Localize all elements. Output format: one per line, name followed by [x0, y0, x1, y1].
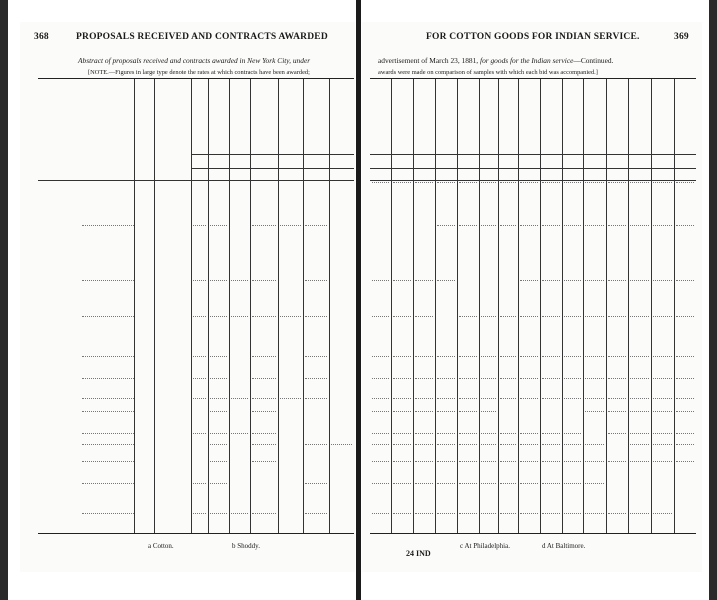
- empty-cell-leader: [653, 378, 672, 379]
- empty-cell-leader: [372, 356, 389, 357]
- empty-cell-leader: [210, 280, 227, 281]
- empty-cell-leader: [608, 225, 626, 226]
- empty-cell-leader: [231, 398, 248, 399]
- empty-cell-leader: [415, 182, 433, 183]
- empty-cell-leader: [542, 316, 560, 317]
- empty-cell-leader: [481, 316, 496, 317]
- footnote: b Shoddy.: [232, 542, 260, 550]
- empty-cell-leader: [459, 356, 477, 357]
- empty-cell-leader: [564, 433, 581, 434]
- empty-cell-leader: [393, 280, 411, 281]
- empty-cell-leader: [564, 356, 581, 357]
- empty-cell-leader: [542, 461, 560, 462]
- empty-cell-leader: [305, 398, 327, 399]
- empty-cell-leader: [231, 280, 248, 281]
- empty-cell-leader: [585, 316, 604, 317]
- empty-cell-leader: [542, 483, 560, 484]
- empty-cell-leader: [608, 378, 626, 379]
- empty-cell-leader: [193, 316, 206, 317]
- empty-cell-leader: [481, 378, 496, 379]
- empty-cell-leader: [653, 280, 672, 281]
- empty-cell-leader: [585, 280, 604, 281]
- empty-cell-leader: [542, 513, 560, 514]
- empty-cell-leader: [393, 182, 411, 183]
- empty-cell-leader: [653, 411, 672, 412]
- empty-cell-leader: [415, 513, 433, 514]
- empty-cell-leader: [372, 433, 389, 434]
- header-rule: [191, 168, 354, 169]
- row-leader: [82, 483, 134, 484]
- empty-cell-leader: [437, 378, 455, 379]
- empty-cell-leader: [393, 378, 411, 379]
- page-number: 369: [674, 32, 689, 42]
- empty-cell-leader: [500, 225, 516, 226]
- empty-cell-leader: [520, 398, 538, 399]
- empty-cell-leader: [415, 280, 433, 281]
- empty-cell-leader: [564, 182, 581, 183]
- empty-cell-leader: [676, 316, 694, 317]
- header-rule: [370, 168, 696, 169]
- empty-cell-leader: [564, 513, 581, 514]
- empty-cell-leader: [252, 356, 276, 357]
- empty-cell-leader: [331, 444, 352, 445]
- empty-cell-leader: [305, 444, 327, 445]
- row-leader: [82, 444, 134, 445]
- empty-cell-leader: [210, 378, 227, 379]
- empty-cell-leader: [415, 378, 433, 379]
- empty-cell-leader: [630, 225, 649, 226]
- empty-cell-leader: [393, 411, 411, 412]
- column-rule: [413, 79, 414, 533]
- book-gutter: [356, 0, 361, 600]
- column-rule: [674, 79, 675, 533]
- empty-cell-leader: [231, 513, 248, 514]
- empty-cell-leader: [500, 483, 516, 484]
- signature-mark: 24 IND: [406, 549, 431, 558]
- empty-cell-leader: [210, 483, 227, 484]
- empty-cell-leader: [459, 411, 477, 412]
- empty-cell-leader: [520, 461, 538, 462]
- empty-cell-leader: [437, 513, 455, 514]
- empty-cell-leader: [415, 356, 433, 357]
- empty-cell-leader: [193, 225, 206, 226]
- empty-cell-leader: [608, 461, 626, 462]
- empty-cell-leader: [415, 461, 433, 462]
- empty-cell-leader: [520, 316, 538, 317]
- empty-cell-leader: [280, 316, 301, 317]
- empty-cell-leader: [305, 225, 327, 226]
- empty-cell-leader: [305, 356, 327, 357]
- row-leader: [82, 356, 134, 357]
- empty-cell-leader: [437, 461, 455, 462]
- empty-cell-leader: [437, 444, 455, 445]
- footnote: c At Philadelphia.: [460, 542, 510, 550]
- empty-cell-leader: [520, 378, 538, 379]
- running-head: FOR COTTON GOODS FOR INDIAN SERVICE.: [426, 32, 640, 42]
- empty-cell-leader: [630, 444, 649, 445]
- empty-cell-leader: [630, 461, 649, 462]
- empty-cell-leader: [630, 411, 649, 412]
- empty-cell-leader: [481, 433, 496, 434]
- row-leader: [82, 398, 134, 399]
- empty-cell-leader: [305, 483, 327, 484]
- column-rule: [628, 79, 629, 533]
- empty-cell-leader: [481, 411, 496, 412]
- empty-cell-leader: [481, 225, 496, 226]
- header-rule: [370, 180, 696, 181]
- empty-cell-leader: [210, 356, 227, 357]
- empty-cell-leader: [305, 316, 327, 317]
- empty-cell-leader: [280, 225, 301, 226]
- empty-cell-leader: [564, 280, 581, 281]
- empty-cell-leader: [459, 316, 477, 317]
- row-leader: [82, 316, 134, 317]
- empty-cell-leader: [564, 461, 581, 462]
- header-rule: [38, 180, 354, 181]
- empty-cell-leader: [630, 378, 649, 379]
- empty-cell-leader: [585, 182, 604, 183]
- column-rule: [651, 79, 652, 533]
- empty-cell-leader: [676, 182, 694, 183]
- row-leader: [82, 225, 134, 226]
- empty-cell-leader: [630, 398, 649, 399]
- empty-cell-leader: [415, 433, 433, 434]
- empty-cell-leader: [415, 483, 433, 484]
- empty-cell-leader: [481, 356, 496, 357]
- empty-cell-leader: [585, 483, 604, 484]
- empty-cell-leader: [564, 225, 581, 226]
- empty-cell-leader: [542, 398, 560, 399]
- empty-cell-leader: [252, 461, 276, 462]
- empty-cell-leader: [372, 411, 389, 412]
- empty-cell-leader: [481, 182, 496, 183]
- row-leader: [82, 280, 134, 281]
- empty-cell-leader: [210, 461, 227, 462]
- empty-cell-leader: [630, 182, 649, 183]
- empty-cell-leader: [564, 398, 581, 399]
- empty-cell-leader: [542, 378, 560, 379]
- footnote: a Cotton.: [148, 542, 174, 550]
- empty-cell-leader: [676, 444, 694, 445]
- empty-cell-leader: [564, 483, 581, 484]
- empty-cell-leader: [231, 316, 248, 317]
- empty-cell-leader: [372, 316, 389, 317]
- empty-cell-leader: [630, 280, 649, 281]
- empty-cell-leader: [193, 356, 206, 357]
- empty-cell-leader: [520, 182, 538, 183]
- empty-cell-leader: [520, 444, 538, 445]
- row-leader: [82, 461, 134, 462]
- empty-cell-leader: [415, 411, 433, 412]
- note: awards were made on comparison of samples with which each bid was accompanied.]: [378, 69, 598, 76]
- empty-cell-leader: [210, 316, 227, 317]
- running-head: PROPOSALS RECEIVED AND CONTRACTS AWARDED: [76, 32, 328, 42]
- empty-cell-leader: [500, 378, 516, 379]
- empty-cell-leader: [210, 513, 227, 514]
- empty-cell-leader: [500, 461, 516, 462]
- empty-cell-leader: [542, 444, 560, 445]
- empty-cell-leader: [393, 398, 411, 399]
- page-number: 368: [34, 32, 49, 42]
- empty-cell-leader: [500, 444, 516, 445]
- empty-cell-leader: [676, 398, 694, 399]
- empty-cell-leader: [481, 398, 496, 399]
- row-leader: [82, 411, 134, 412]
- empty-cell-leader: [585, 378, 604, 379]
- empty-cell-leader: [415, 316, 433, 317]
- empty-cell-leader: [608, 182, 626, 183]
- column-rule: [229, 79, 230, 533]
- empty-cell-leader: [459, 483, 477, 484]
- column-rule: [540, 79, 541, 533]
- empty-cell-leader: [676, 280, 694, 281]
- column-rule: [134, 79, 135, 533]
- empty-cell-leader: [393, 513, 411, 514]
- abstract-table: [370, 78, 696, 534]
- empty-cell-leader: [193, 280, 206, 281]
- empty-cell-leader: [437, 483, 455, 484]
- column-rule: [498, 79, 499, 533]
- empty-cell-leader: [608, 316, 626, 317]
- empty-cell-leader: [608, 280, 626, 281]
- empty-cell-leader: [481, 461, 496, 462]
- empty-cell-leader: [459, 378, 477, 379]
- empty-cell-leader: [252, 316, 276, 317]
- empty-cell-leader: [305, 378, 327, 379]
- column-rule: [154, 79, 155, 533]
- empty-cell-leader: [459, 225, 477, 226]
- empty-cell-leader: [305, 513, 327, 514]
- empty-cell-leader: [210, 398, 227, 399]
- left-page: [20, 22, 355, 572]
- empty-cell-leader: [676, 378, 694, 379]
- column-rule: [479, 79, 480, 533]
- empty-cell-leader: [437, 411, 455, 412]
- empty-cell-leader: [500, 513, 516, 514]
- empty-cell-leader: [459, 398, 477, 399]
- empty-cell-leader: [393, 483, 411, 484]
- empty-cell-leader: [585, 398, 604, 399]
- empty-cell-leader: [437, 225, 455, 226]
- empty-cell-leader: [520, 483, 538, 484]
- scan-edge-left: [0, 0, 8, 600]
- empty-cell-leader: [415, 444, 433, 445]
- empty-cell-leader: [193, 433, 206, 434]
- empty-cell-leader: [252, 378, 276, 379]
- empty-cell-leader: [585, 225, 604, 226]
- empty-cell-leader: [437, 182, 455, 183]
- column-rule: [518, 79, 519, 533]
- row-leader: [82, 378, 134, 379]
- empty-cell-leader: [393, 461, 411, 462]
- empty-cell-leader: [676, 225, 694, 226]
- empty-cell-leader: [459, 461, 477, 462]
- column-rule: [562, 79, 563, 533]
- empty-cell-leader: [653, 433, 672, 434]
- empty-cell-leader: [608, 411, 626, 412]
- empty-cell-leader: [608, 356, 626, 357]
- empty-cell-leader: [542, 433, 560, 434]
- empty-cell-leader: [210, 411, 227, 412]
- header-rule: [370, 154, 696, 155]
- empty-cell-leader: [630, 433, 649, 434]
- column-rule: [583, 79, 584, 533]
- empty-cell-leader: [210, 444, 227, 445]
- column-rule: [435, 79, 436, 533]
- column-rule: [329, 79, 330, 533]
- empty-cell-leader: [459, 444, 477, 445]
- empty-cell-leader: [676, 356, 694, 357]
- empty-cell-leader: [520, 433, 538, 434]
- empty-cell-leader: [193, 378, 206, 379]
- empty-cell-leader: [393, 316, 411, 317]
- empty-cell-leader: [630, 316, 649, 317]
- empty-cell-leader: [252, 444, 276, 445]
- empty-cell-leader: [437, 398, 455, 399]
- empty-cell-leader: [481, 444, 496, 445]
- empty-cell-leader: [564, 316, 581, 317]
- column-rule: [391, 79, 392, 533]
- empty-cell-leader: [520, 513, 538, 514]
- empty-cell-leader: [393, 356, 411, 357]
- empty-cell-leader: [608, 433, 626, 434]
- empty-cell-leader: [305, 280, 327, 281]
- row-leader: [82, 433, 134, 434]
- empty-cell-leader: [608, 513, 626, 514]
- empty-cell-leader: [520, 356, 538, 357]
- row-leader: [82, 513, 134, 514]
- empty-cell-leader: [608, 398, 626, 399]
- column-rule: [606, 79, 607, 533]
- subtitle: advertisement of March 23, 1881, for goods for the Indian service—Continued.: [378, 56, 614, 65]
- empty-cell-leader: [193, 398, 206, 399]
- empty-cell-leader: [585, 356, 604, 357]
- right-page: [362, 22, 702, 572]
- empty-cell-leader: [459, 513, 477, 514]
- empty-cell-leader: [542, 280, 560, 281]
- empty-cell-leader: [252, 433, 276, 434]
- column-rule: [191, 79, 192, 533]
- empty-cell-leader: [459, 182, 477, 183]
- empty-cell-leader: [653, 316, 672, 317]
- empty-cell-leader: [520, 280, 538, 281]
- empty-cell-leader: [542, 182, 560, 183]
- column-rule: [208, 79, 209, 533]
- column-rule: [303, 79, 304, 533]
- empty-cell-leader: [653, 513, 672, 514]
- empty-cell-leader: [372, 483, 389, 484]
- empty-cell-leader: [585, 461, 604, 462]
- empty-cell-leader: [653, 356, 672, 357]
- empty-cell-leader: [542, 225, 560, 226]
- footnote: d At Baltimore.: [542, 542, 586, 550]
- empty-cell-leader: [252, 513, 276, 514]
- empty-cell-leader: [653, 182, 672, 183]
- empty-cell-leader: [210, 433, 227, 434]
- header-rule: [191, 154, 354, 155]
- scan-edge-right: [709, 0, 717, 600]
- column-rule: [250, 79, 251, 533]
- empty-cell-leader: [585, 444, 604, 445]
- empty-cell-leader: [252, 280, 276, 281]
- empty-cell-leader: [676, 411, 694, 412]
- empty-cell-leader: [630, 513, 649, 514]
- empty-cell-leader: [500, 316, 516, 317]
- empty-cell-leader: [372, 513, 389, 514]
- empty-cell-leader: [585, 513, 604, 514]
- empty-cell-leader: [437, 433, 455, 434]
- empty-cell-leader: [372, 398, 389, 399]
- empty-cell-leader: [500, 433, 516, 434]
- empty-cell-leader: [585, 411, 604, 412]
- column-rule: [457, 79, 458, 533]
- empty-cell-leader: [481, 483, 496, 484]
- empty-cell-leader: [252, 411, 276, 412]
- empty-cell-leader: [676, 433, 694, 434]
- empty-cell-leader: [252, 225, 276, 226]
- empty-cell-leader: [520, 225, 538, 226]
- empty-cell-leader: [372, 378, 389, 379]
- empty-cell-leader: [372, 182, 389, 183]
- empty-cell-leader: [437, 280, 455, 281]
- empty-cell-leader: [210, 225, 227, 226]
- empty-cell-leader: [372, 444, 389, 445]
- empty-cell-leader: [500, 356, 516, 357]
- empty-cell-leader: [500, 182, 516, 183]
- empty-cell-leader: [280, 398, 301, 399]
- empty-cell-leader: [653, 461, 672, 462]
- empty-cell-leader: [564, 444, 581, 445]
- empty-cell-leader: [393, 444, 411, 445]
- column-rule: [278, 79, 279, 533]
- empty-cell-leader: [653, 398, 672, 399]
- empty-cell-leader: [500, 398, 516, 399]
- empty-cell-leader: [231, 433, 248, 434]
- empty-cell-leader: [437, 356, 455, 357]
- empty-cell-leader: [564, 378, 581, 379]
- empty-cell-leader: [653, 444, 672, 445]
- subtitle: Abstract of proposals received and contracts awarded in New York City, under: [78, 56, 311, 65]
- empty-cell-leader: [193, 483, 206, 484]
- note: [NOTE.—Figures in large type denote the rates at which contracts have been awarded;: [88, 69, 310, 76]
- empty-cell-leader: [676, 461, 694, 462]
- empty-cell-leader: [372, 280, 389, 281]
- empty-cell-leader: [459, 433, 477, 434]
- empty-cell-leader: [252, 398, 276, 399]
- empty-cell-leader: [393, 433, 411, 434]
- empty-cell-leader: [372, 461, 389, 462]
- empty-cell-leader: [542, 356, 560, 357]
- empty-cell-leader: [653, 225, 672, 226]
- empty-cell-leader: [193, 513, 206, 514]
- empty-cell-leader: [481, 513, 496, 514]
- abstract-table: [38, 78, 354, 534]
- empty-cell-leader: [415, 398, 433, 399]
- empty-cell-leader: [630, 356, 649, 357]
